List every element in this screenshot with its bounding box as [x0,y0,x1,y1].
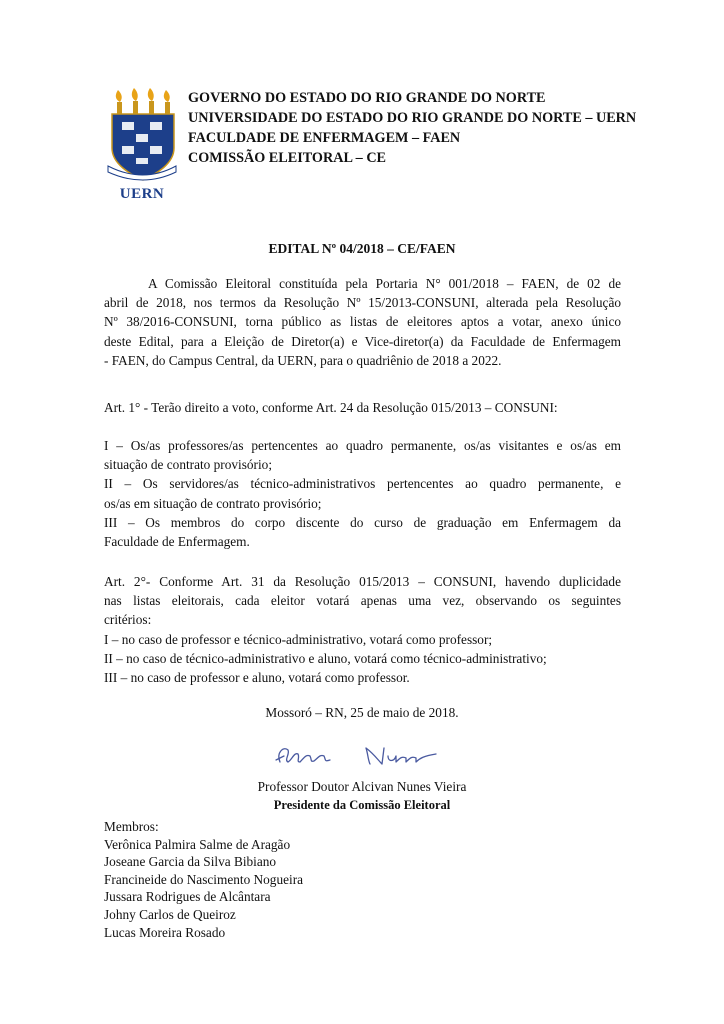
document-date: Mossoró – RN, 25 de maio de 2018. [265,705,459,720]
members-list [104,818,504,941]
article-1-line: I – Os/as professores/as pertencentes ao quadro permanente, os/as visitantes e os/as em [104,438,621,453]
members-label: Membros: [104,819,159,834]
signer-name: Professor Doutor Alcivan Nunes Vieira [257,779,467,794]
article-2-line: Art. 2°- Conforme Art. 31 da Resolução 015/2013 – CONSUNI, havendo duplicidade [104,574,621,589]
logo-caption: UERN [119,186,165,202]
signer-role: Presidente da Comissão Eleitoral [273,798,451,812]
member-name: Johny Carlos de Queiroz [104,906,236,922]
article-2-line: II – no caso de técnico-administrativo e aluno, votará como técnico-administrativo; [104,650,547,666]
member-name: Joseane Garcia da Silva Bibiano [104,854,277,870]
header-university: UNIVERSIDADE DO ESTADO DO RIO GRANDE DO NORTE – UERN [188,110,637,126]
article-2-line: I – no caso de professor e técnico-administrativo, votará como professor; [104,631,493,647]
intro-line: abril de 2018, nos termos da Resolução Nº 15/2013-CONSUNI, alterada pela Resolução [104,295,621,311]
member-name: Lucas Moreira Rosado [104,924,226,940]
article-2 [104,572,621,687]
uern-shield-icon [104,86,180,184]
intro-line: A Comissão Eleitoral constituída pela Portaria N° 001/2018 – FAEN, de 02 de [148,276,621,291]
member-name: Francineide do Nascimento Nogueira [104,871,304,887]
uern-logo [104,86,180,206]
member-name: Verônica Palmira Salme de Aragão [104,836,291,852]
header-government: GOVERNO DO ESTADO DO RIO GRANDE DO NORTE [188,90,546,106]
article-1-items [104,436,621,551]
institution-header [188,88,668,168]
article-1-line: II – Os servidores/as técnico-administrativos pertencentes ao quadro permanente, e [104,476,621,492]
handwritten-signature-icon [266,738,456,772]
header-faculty: FACULDADE DE ENFERMAGEM – FAEN [188,130,461,146]
intro-line: deste Edital, para a Eleição de Diretor(a) e Vice-diretor(a) da Faculdade de Enfermagem [104,333,621,349]
article-2-line: nas listas eleitorais, cada eleitor votará apenas uma vez, observando os seguintes [104,593,621,609]
article-1-heading: Art. 1° - Terão direito a voto, conforme Art. 24 da Resolução 015/2013 – CONSUNI: [104,400,558,415]
article-1-line: III – Os membros do corpo discente do curso de graduação em Enfermagem da [104,514,621,530]
article-1-line: situação de contrato provisório; [104,457,273,473]
intro-line: - FAEN, do Campus Central, da UERN, para o quadriênio de 2018 a 2022. [104,352,502,368]
member-name: Jussara Rodrigues de Alcântara [104,889,271,905]
intro-line: Nº 38/2016-CONSUNI, torna público as listas de eleitores aptos a votar, anexo único [104,314,621,330]
article-2-line: III – no caso de professor e aluno, votará como professor. [104,670,410,686]
article-2-line: critérios: [104,612,152,628]
document-title: EDITAL Nº 04/2018 – CE/FAEN [268,241,456,256]
header-commission: COMISSÃO ELEITORAL – CE [188,150,387,166]
article-1-line: Faculdade de Enfermagem. [104,534,250,550]
intro-paragraph [104,274,621,370]
article-1-line: os/as em situação de contrato provisório; [104,495,322,511]
